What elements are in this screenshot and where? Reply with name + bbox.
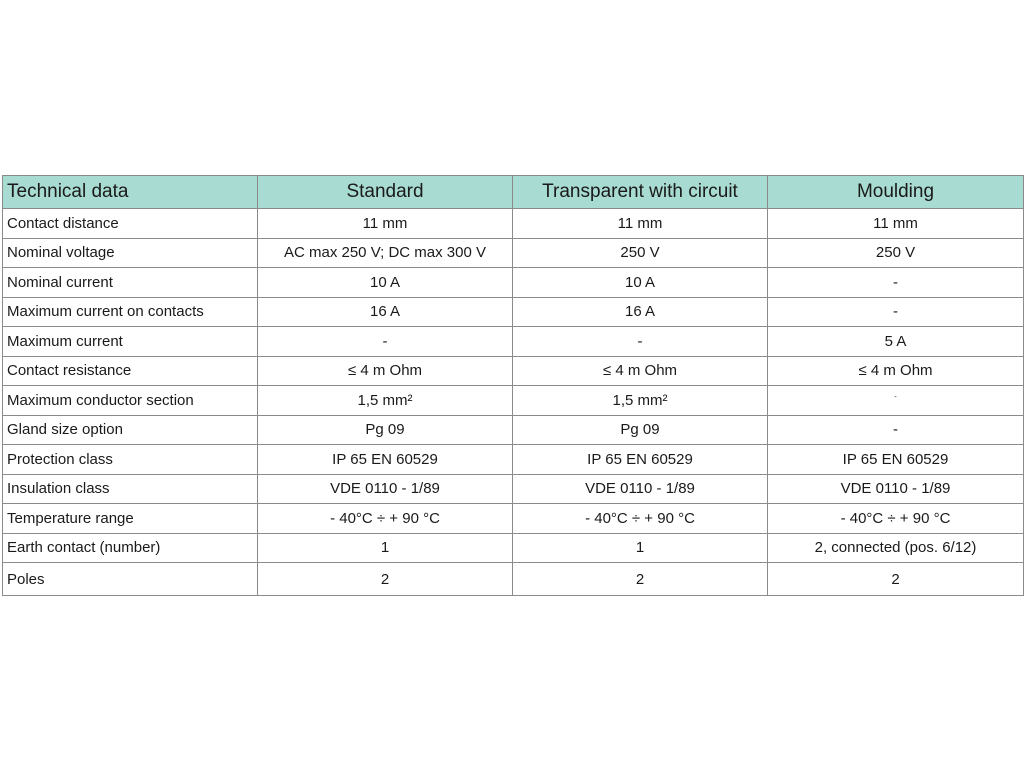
cell-transparent: 16 A xyxy=(513,297,768,327)
cell-standard: AC max 250 V; DC max 300 V xyxy=(258,238,513,268)
cell-transparent: VDE 0110 - 1/89 xyxy=(513,474,768,504)
cell-standard: VDE 0110 - 1/89 xyxy=(258,474,513,504)
cell-moulding xyxy=(768,386,1024,416)
cell-moulding: 5 A xyxy=(768,327,1024,357)
row-label: Gland size option xyxy=(3,415,258,445)
cell-standard: 10 A xyxy=(258,268,513,298)
row-label: Maximum current xyxy=(3,327,258,357)
technical-data-table xyxy=(2,175,1024,596)
row-label: Protection class xyxy=(3,445,258,475)
header-transparent-with-circuit: Transparent with circuit xyxy=(513,176,768,209)
row-label: Poles xyxy=(3,563,258,596)
cell-transparent: 11 mm xyxy=(513,209,768,239)
table-row xyxy=(3,327,1024,357)
row-label: Maximum conductor section xyxy=(3,386,258,416)
header-standard: Standard xyxy=(258,176,513,209)
cell-standard: IP 65 EN 60529 xyxy=(258,445,513,475)
cell-standard: - xyxy=(258,327,513,357)
cell-transparent: IP 65 EN 60529 xyxy=(513,445,768,475)
cell-transparent: 1,5 mm² xyxy=(513,386,768,416)
row-label: Contact distance xyxy=(3,209,258,239)
row-label: Nominal voltage xyxy=(3,238,258,268)
cell-moulding-value: - xyxy=(894,393,897,401)
cell-moulding: - 40°C ÷ + 90 °C xyxy=(768,504,1024,534)
cell-transparent: 1 xyxy=(513,533,768,563)
cell-moulding: 2, connected (pos. 6/12) xyxy=(768,533,1024,563)
row-label: Maximum current on contacts xyxy=(3,297,258,327)
cell-standard: 1,5 mm² xyxy=(258,386,513,416)
cell-transparent: 250 V xyxy=(513,238,768,268)
table-row xyxy=(3,415,1024,445)
cell-standard: 16 A xyxy=(258,297,513,327)
table-row xyxy=(3,356,1024,386)
cell-moulding: - xyxy=(768,268,1024,298)
table-row xyxy=(3,504,1024,534)
cell-moulding: 2 xyxy=(768,563,1024,596)
cell-transparent: Pg 09 xyxy=(513,415,768,445)
table-row xyxy=(3,297,1024,327)
table-row xyxy=(3,563,1024,596)
cell-moulding: IP 65 EN 60529 xyxy=(768,445,1024,475)
row-label: Insulation class xyxy=(3,474,258,504)
table-row xyxy=(3,445,1024,475)
cell-transparent: - 40°C ÷ + 90 °C xyxy=(513,504,768,534)
header-moulding: Moulding xyxy=(768,176,1024,209)
cell-transparent: ≤ 4 m Ohm xyxy=(513,356,768,386)
table-header-row xyxy=(3,176,1024,209)
table-row xyxy=(3,268,1024,298)
row-label: Temperature range xyxy=(3,504,258,534)
cell-moulding: 11 mm xyxy=(768,209,1024,239)
cell-standard: ≤ 4 m Ohm xyxy=(258,356,513,386)
cell-transparent: 10 A xyxy=(513,268,768,298)
cell-transparent: 2 xyxy=(513,563,768,596)
cell-standard: Pg 09 xyxy=(258,415,513,445)
cell-standard: - 40°C ÷ + 90 °C xyxy=(258,504,513,534)
cell-moulding: VDE 0110 - 1/89 xyxy=(768,474,1024,504)
cell-moulding: - xyxy=(768,297,1024,327)
cell-transparent: - xyxy=(513,327,768,357)
table-row xyxy=(3,238,1024,268)
cell-standard: 2 xyxy=(258,563,513,596)
cell-standard: 11 mm xyxy=(258,209,513,239)
header-technical-data: Technical data xyxy=(3,176,258,209)
row-label: Contact resistance xyxy=(3,356,258,386)
table-row xyxy=(3,209,1024,239)
table-row xyxy=(3,533,1024,563)
table-row xyxy=(3,474,1024,504)
cell-moulding: 250 V xyxy=(768,238,1024,268)
cell-standard: 1 xyxy=(258,533,513,563)
table-row xyxy=(3,386,1024,416)
row-label: Nominal current xyxy=(3,268,258,298)
cell-moulding: - xyxy=(768,415,1024,445)
cell-moulding: ≤ 4 m Ohm xyxy=(768,356,1024,386)
row-label: Earth contact (number) xyxy=(3,533,258,563)
